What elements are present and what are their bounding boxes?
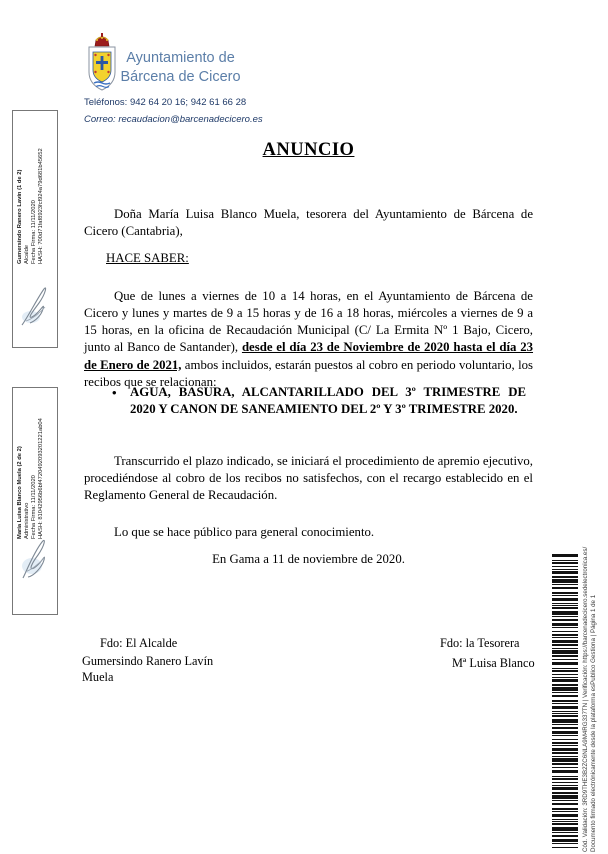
handwritten-signature-icon bbox=[18, 283, 50, 329]
tax-bullet-item bbox=[84, 384, 533, 418]
stamp-signer-name: María Luisa Blanco Muela (2 de 2) bbox=[17, 446, 23, 539]
validation-strip bbox=[582, 518, 598, 852]
org-name bbox=[108, 49, 253, 87]
email-line: Correo: recaudacion@barcenadecicero.es bbox=[84, 114, 263, 125]
esigned-platform-line: Documento firmado electrónicamente desde la plataforma esPublico Gestiona | Página 1 de 1 bbox=[590, 594, 597, 852]
signature-role-left: Fdo: El Alcalde bbox=[100, 636, 178, 650]
signature-name-right: Mª Luisa Blanco bbox=[452, 656, 535, 670]
intro-paragraph: Doña María Luisa Blanco Muela, tesorera del Ayuntamiento de Bárcena de Cicero (Cantabria), bbox=[84, 206, 533, 238]
stamp-hash: HASH: 81042956b6bf4720492093201221ab04 bbox=[38, 418, 44, 539]
publico-paragraph: Lo que se hace público para general conocimiento. bbox=[114, 524, 375, 539]
apremio-paragraph: Transcurrido el plazo indicado, se iniciará el procedimiento de apremio ejecutivo, procediéndose al cobro de los recibos no satisfechos, con el recargo establecido en el Reglamento General de Recaudación. bbox=[84, 453, 533, 503]
signature-name-left-line1: Gumersindo Ranero Lavín bbox=[82, 654, 214, 668]
signature-role-right: Fdo: la Tesorera bbox=[440, 636, 520, 650]
tax-bullet-text: AGUA, BASURA, ALCANTARILLADO DEL 3º TRIMESTRE DE 2020 Y CANON DE SANEAMIENTO DEL 2º Y 3º TRIMESTRE 2020. bbox=[130, 385, 526, 417]
phone-line: Teléfonos: 942 64 20 16; 942 61 66 28 bbox=[84, 97, 247, 108]
payment-period-highlight: desde el día 23 de Noviembre de 2020 hasta el día 23 de Enero de 2021, bbox=[84, 340, 534, 372]
page-title: ANUNCIO bbox=[262, 140, 355, 160]
org-name-line2: Bárcena de Cicero bbox=[120, 69, 241, 85]
stamp-sign-date: Fecha Firma: 11/11/2020 bbox=[31, 200, 37, 264]
date-place-line: En Gama a 11 de noviembre de 2020. bbox=[212, 552, 405, 566]
signature-name-left-line2: Muela bbox=[82, 670, 114, 684]
org-name-line1: Ayuntamiento de bbox=[126, 50, 235, 66]
stamp-signer-role: Alcalde bbox=[24, 244, 30, 264]
hace-saber-heading bbox=[84, 250, 533, 267]
main-paragraph-end: ambos incluidos, estarán puestos al cobro en periodo voluntario, los recibos que se relacionan: bbox=[84, 357, 534, 389]
stamp-sign-date: Fecha Firma: 11/11/2020 bbox=[31, 475, 37, 539]
validation-code-line: Cód. Validación: 3RD9THE3B2ZC6NLA9M4RG337TN | Verificación: https://barcenadecicero.sedelectronica.es/ bbox=[582, 546, 589, 852]
stamp-signer-name: Gumersindo Ranero Lavín (1 de 2) bbox=[17, 169, 23, 264]
stamp-hash: HASH: 700d71faf8923fcf924a79d681b45652 bbox=[38, 148, 44, 264]
bullet-icon: • bbox=[112, 385, 117, 400]
main-paragraph-start: Que de lunes a viernes de 10 a 14 horas, en el Ayuntamiento de Bárcena de Cicero y lunes y martes de 9 a 15 horas y de 16 a 18 horas, miércoles a viernes de 9 a 15 horas, en la oficina de Recaudación Municipal (C/ La Ermita Nº 1 Bajo, Cicero, junto al Banco de Santander), bbox=[84, 288, 533, 355]
stamp-signer-role: Administrativo bbox=[24, 502, 30, 539]
hace-saber-text: HACE SABER: bbox=[106, 251, 189, 265]
digital-stamp-tesorera bbox=[12, 387, 58, 615]
handwritten-signature-icon bbox=[18, 536, 50, 582]
barcode bbox=[552, 554, 578, 852]
digital-stamp-alcalde bbox=[12, 110, 58, 348]
signature-name-left bbox=[82, 653, 213, 685]
main-paragraph bbox=[84, 288, 533, 391]
